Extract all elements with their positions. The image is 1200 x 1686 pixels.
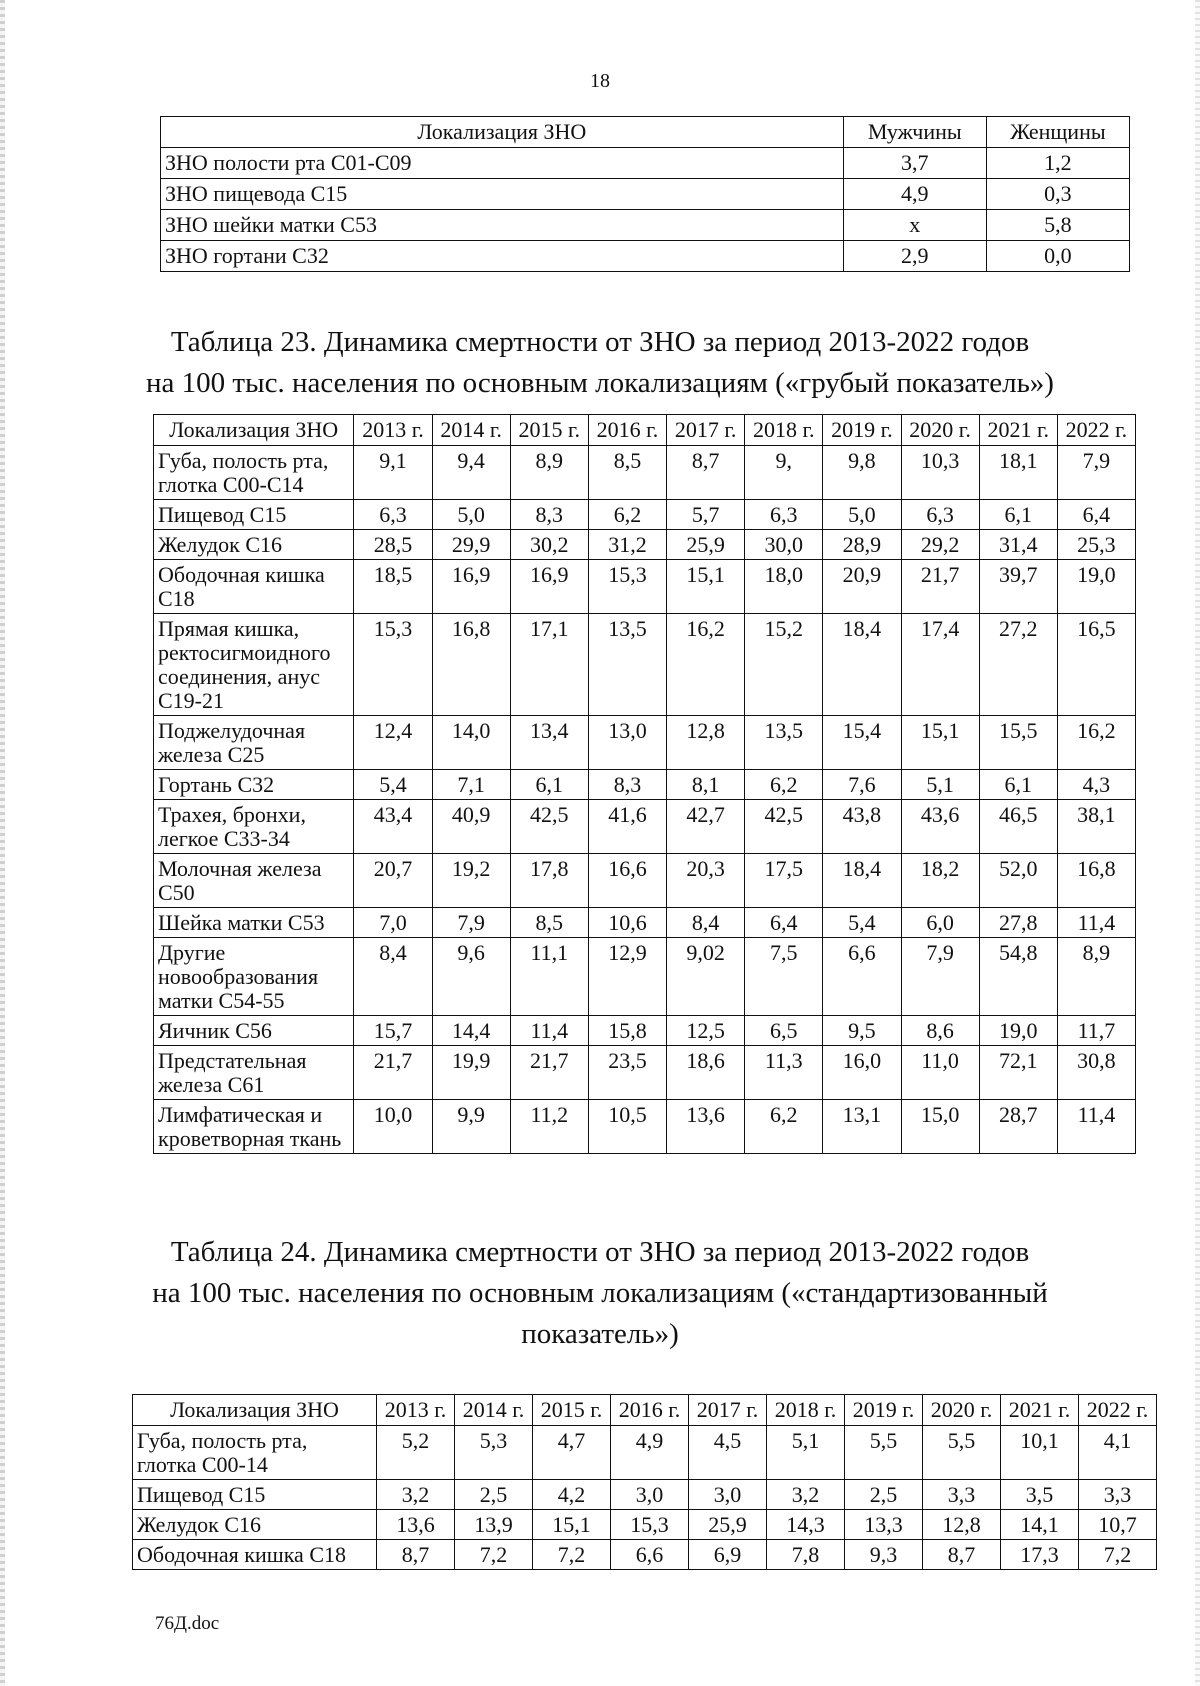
value-cell: 7,2 [1079,1540,1157,1570]
value-cell: 7,1 [432,770,510,800]
value-cell: 5,1 [901,770,979,800]
value-cell: 12,8 [923,1510,1001,1540]
row-label-cell: Гортань С32 [154,770,354,800]
table-prev [160,116,1130,272]
value-cell: 27,8 [979,908,1057,938]
table-row [133,1540,1157,1570]
header-cell: 2015 г. [533,1395,611,1426]
value-cell: 18,1 [979,446,1057,500]
value-cell: 6,4 [1057,500,1135,530]
value-cell: 28,7 [979,1100,1057,1154]
header-cell: Мужчины [843,117,986,148]
value-cell: 39,7 [979,560,1057,614]
value-cell: 9,1 [354,446,432,500]
value-cell: 21,7 [510,1046,588,1100]
table-row [154,500,1136,530]
value-cell: 4,3 [1057,770,1135,800]
value-cell: 13,5 [588,614,666,716]
value-cell: 15,5 [979,716,1057,770]
row-label-cell: Пищевод С15 [154,500,354,530]
value-cell: 2,5 [455,1480,533,1510]
table-row [154,908,1136,938]
value-cell: 3,0 [689,1480,767,1510]
row-label-cell: Прямая кишка, ректосигмоидного соединения, анус С19-21 [154,614,354,716]
value-cell: 8,4 [667,908,745,938]
value-cell: 4,5 [689,1426,767,1480]
value-cell: 5,7 [667,500,745,530]
row-label-cell: Губа, полость рта, глотка С00-14 [133,1426,377,1480]
value-cell: 13,3 [845,1510,923,1540]
value-cell: 17,3 [1001,1540,1079,1570]
value-cell: 18,4 [823,854,901,908]
table-header-row [133,1395,1157,1426]
value-cell: 21,7 [354,1046,432,1100]
value-cell: 13,6 [377,1510,455,1540]
caption-line: показатель») [521,1318,679,1350]
row-label-cell: Поджелудочная железа С25 [154,716,354,770]
header-cell: 2022 г. [1079,1395,1157,1426]
row-label-cell: Ободочная кишка С18 [133,1540,377,1570]
value-cell: 6,3 [901,500,979,530]
table-row [161,210,1130,241]
table-row [133,1480,1157,1510]
value-cell: 15,1 [533,1510,611,1540]
value-cell: 15,2 [745,614,823,716]
table-cell: 1,2 [986,148,1129,179]
value-cell: 12,4 [354,716,432,770]
header-cell: 2017 г. [667,415,745,446]
value-cell: 5,3 [455,1426,533,1480]
value-cell: 29,9 [432,530,510,560]
table-row [154,1016,1136,1046]
value-cell: 52,0 [979,854,1057,908]
value-cell: 12,5 [667,1016,745,1046]
footer-filename: 76Д.doc [155,1613,220,1634]
value-cell: 4,1 [1079,1426,1157,1480]
value-cell: 7,5 [745,938,823,1016]
value-cell: 16,8 [1057,854,1135,908]
table-row [154,1100,1136,1154]
value-cell: 6,2 [588,500,666,530]
value-cell: 8,9 [1057,938,1135,1016]
value-cell: 20,3 [667,854,745,908]
value-cell: 16,9 [510,560,588,614]
header-cell: 2021 г. [1001,1395,1079,1426]
value-cell: 54,8 [979,938,1057,1016]
value-cell: 12,8 [667,716,745,770]
value-cell: 8,6 [901,1016,979,1046]
value-cell: 14,1 [1001,1510,1079,1540]
value-cell: 5,0 [823,500,901,530]
value-cell: 30,8 [1057,1046,1135,1100]
table-row [161,179,1130,210]
value-cell: 6,2 [745,1100,823,1154]
caption-line: на 100 тыс. населения по основным локализациям («грубый показатель») [146,367,1054,399]
value-cell: 10,5 [588,1100,666,1154]
value-cell: 13,5 [745,716,823,770]
value-cell: 16,6 [588,854,666,908]
header-cell: 2020 г. [923,1395,1001,1426]
value-cell: 8,3 [510,500,588,530]
value-cell: 6,9 [689,1540,767,1570]
value-cell: 30,2 [510,530,588,560]
value-cell: 13,0 [588,716,666,770]
value-cell: 8,5 [510,908,588,938]
table-cell: ЗНО полости рта С01-С09 [161,148,844,179]
value-cell: 3,3 [1079,1480,1157,1510]
value-cell: 11,7 [1057,1016,1135,1046]
table-row [133,1426,1157,1480]
table-row [161,241,1130,272]
value-cell: 2,5 [845,1480,923,1510]
value-cell: 16,5 [1057,614,1135,716]
value-cell: 42,5 [510,800,588,854]
row-label-cell: Желудок С16 [154,530,354,560]
value-cell: 7,2 [533,1540,611,1570]
value-cell: 14,3 [767,1510,845,1540]
table-row [154,560,1136,614]
value-cell: 18,4 [823,614,901,716]
table-cell: ЗНО шейки матки С53 [161,210,844,241]
value-cell: 25,9 [667,530,745,560]
value-cell: 27,2 [979,614,1057,716]
value-cell: 11,0 [901,1046,979,1100]
header-cell: 2018 г. [767,1395,845,1426]
value-cell: 16,2 [667,614,745,716]
row-label-cell: Другие новообразования матки С54-55 [154,938,354,1016]
table-row [154,770,1136,800]
value-cell: 15,7 [354,1016,432,1046]
value-cell: 25,3 [1057,530,1135,560]
header-cell: 2016 г. [588,415,666,446]
value-cell: 38,1 [1057,800,1135,854]
value-cell: 17,1 [510,614,588,716]
header-cell: 2019 г. [845,1395,923,1426]
value-cell: 7,0 [354,908,432,938]
header-cell: 2017 г. [689,1395,767,1426]
value-cell: 10,0 [354,1100,432,1154]
value-cell: 3,5 [1001,1480,1079,1510]
header-cell: 2014 г. [455,1395,533,1426]
value-cell: 11,1 [510,938,588,1016]
value-cell: 6,4 [745,908,823,938]
scan-edge-left [0,0,5,1686]
value-cell: 10,3 [901,446,979,500]
table-23 [153,414,1136,1154]
value-cell: 10,7 [1079,1510,1157,1540]
table-cell: 5,8 [986,210,1129,241]
value-cell: 11,3 [745,1046,823,1100]
value-cell: 5,5 [845,1426,923,1480]
value-cell: 12,9 [588,938,666,1016]
table-row [154,614,1136,716]
value-cell: 16,9 [432,560,510,614]
value-cell: 10,6 [588,908,666,938]
value-cell: 8,4 [354,938,432,1016]
value-cell: 13,6 [667,1100,745,1154]
value-cell: 43,4 [354,800,432,854]
value-cell: 46,5 [979,800,1057,854]
value-cell: 9,6 [432,938,510,1016]
value-cell: 42,7 [667,800,745,854]
table-row [154,716,1136,770]
value-cell: 6,0 [901,908,979,938]
value-cell: 10,1 [1001,1426,1079,1480]
table-row [154,1046,1136,1100]
value-cell: 43,6 [901,800,979,854]
value-cell: 4,7 [533,1426,611,1480]
value-cell: 13,9 [455,1510,533,1540]
header-cell: 2014 г. [432,415,510,446]
value-cell: 9,5 [823,1016,901,1046]
value-cell: 3,0 [611,1480,689,1510]
value-cell: 28,9 [823,530,901,560]
value-cell: 5,5 [923,1426,1001,1480]
row-label-cell: Шейка матки С53 [154,908,354,938]
value-cell: 16,0 [823,1046,901,1100]
row-label-cell: Желудок С16 [133,1510,377,1540]
value-cell: 8,7 [667,446,745,500]
value-cell: 19,0 [979,1016,1057,1046]
value-cell: 31,4 [979,530,1057,560]
value-cell: 7,9 [1057,446,1135,500]
value-cell: 6,5 [745,1016,823,1046]
table-cell: 2,9 [843,241,986,272]
value-cell: 18,6 [667,1046,745,1100]
value-cell: 6,1 [979,500,1057,530]
row-label-cell: Лимфатическая и кроветворная ткань [154,1100,354,1154]
table24-caption [0,1232,1200,1355]
table-cell: 0,3 [986,179,1129,210]
value-cell: 15,3 [354,614,432,716]
value-cell: 41,6 [588,800,666,854]
header-cell: 2020 г. [901,415,979,446]
value-cell: 8,7 [923,1540,1001,1570]
table-cell: ЗНО гортани С32 [161,241,844,272]
value-cell: 20,9 [823,560,901,614]
row-label-cell: Молочная железа С50 [154,854,354,908]
value-cell: 9,4 [432,446,510,500]
page-number: 18 [590,70,610,92]
value-cell: 8,9 [510,446,588,500]
value-cell: 19,9 [432,1046,510,1100]
header-cell: 2021 г. [979,415,1057,446]
table-cell: 3,7 [843,148,986,179]
value-cell: 6,1 [979,770,1057,800]
value-cell: 6,6 [611,1540,689,1570]
value-cell: 72,1 [979,1046,1057,1100]
value-cell: 4,2 [533,1480,611,1510]
value-cell: 43,8 [823,800,901,854]
value-cell: 16,8 [432,614,510,716]
value-cell: 9,3 [845,1540,923,1570]
value-cell: 3,2 [377,1480,455,1510]
value-cell: 18,0 [745,560,823,614]
value-cell: 8,7 [377,1540,455,1570]
value-cell: 9,9 [432,1100,510,1154]
value-cell: 7,9 [901,938,979,1016]
value-cell: 15,1 [901,716,979,770]
value-cell: 17,8 [510,854,588,908]
table23-caption [0,322,1200,404]
table-row [133,1510,1157,1540]
value-cell: 3,2 [767,1480,845,1510]
row-label-cell: Ободочная кишка С18 [154,560,354,614]
value-cell: 4,9 [611,1426,689,1480]
header-cell: 2015 г. [510,415,588,446]
value-cell: 28,5 [354,530,432,560]
value-cell: 7,8 [767,1540,845,1570]
header-cell: Локализация ЗНО [161,117,844,148]
value-cell: 19,2 [432,854,510,908]
value-cell: 17,5 [745,854,823,908]
value-cell: 15,3 [611,1510,689,1540]
value-cell: 18,2 [901,854,979,908]
table-cell: 4,9 [843,179,986,210]
value-cell: 5,4 [823,908,901,938]
header-cell: 2018 г. [745,415,823,446]
row-label-cell: Губа, полость рта, глотка С00-С14 [154,446,354,500]
value-cell: 19,0 [1057,560,1135,614]
value-cell: 30,0 [745,530,823,560]
table-row [154,938,1136,1016]
value-cell: 14,4 [432,1016,510,1046]
value-cell: 5,2 [377,1426,455,1480]
value-cell: 7,9 [432,908,510,938]
row-label-cell: Трахея, бронхи, легкое С33-34 [154,800,354,854]
table-row [154,530,1136,560]
table-header-row [154,415,1136,446]
header-cell: 2013 г. [377,1395,455,1426]
header-cell: Женщины [986,117,1129,148]
value-cell: 11,4 [1057,908,1135,938]
header-cell: 2019 г. [823,415,901,446]
value-cell: 42,5 [745,800,823,854]
table-cell: ЗНО пищевода С15 [161,179,844,210]
value-cell: 15,3 [588,560,666,614]
value-cell: 17,4 [901,614,979,716]
table-cell: 0,0 [986,241,1129,272]
row-label-cell: Пищевод С15 [133,1480,377,1510]
scan-edge-right [1195,0,1200,1686]
header-cell: 2013 г. [354,415,432,446]
value-cell: 5,1 [767,1426,845,1480]
value-cell: 16,2 [1057,716,1135,770]
value-cell: 15,0 [901,1100,979,1154]
value-cell: 9,02 [667,938,745,1016]
value-cell: 18,5 [354,560,432,614]
table-cell: х [843,210,986,241]
value-cell: 7,6 [823,770,901,800]
value-cell: 5,0 [432,500,510,530]
value-cell: 8,5 [588,446,666,500]
value-cell: 9,8 [823,446,901,500]
header-cell: 2022 г. [1057,415,1135,446]
value-cell: 6,1 [510,770,588,800]
header-cell: 2016 г. [611,1395,689,1426]
caption-line: Таблица 24. Динамика смертности от ЗНО за период 2013-2022 годов [170,1236,1030,1268]
table-row [154,800,1136,854]
row-label-cell: Яичник С56 [154,1016,354,1046]
value-cell: 20,7 [354,854,432,908]
caption-line: на 100 тыс. населения по основным локализациям («стандартизованный [152,1277,1048,1309]
value-cell: 21,7 [901,560,979,614]
value-cell: 8,3 [588,770,666,800]
value-cell: 23,5 [588,1046,666,1100]
value-cell: 8,1 [667,770,745,800]
value-cell: 6,3 [745,500,823,530]
value-cell: 11,2 [510,1100,588,1154]
table-row [161,148,1130,179]
value-cell: 15,1 [667,560,745,614]
caption-line: Таблица 23. Динамика смертности от ЗНО за период 2013-2022 годов [170,326,1030,358]
header-cell: Локализация ЗНО [154,415,354,446]
value-cell: 7,2 [455,1540,533,1570]
header-cell: Локализация ЗНО [133,1395,377,1426]
value-cell: 3,3 [923,1480,1001,1510]
value-cell: 40,9 [432,800,510,854]
value-cell: 6,3 [354,500,432,530]
value-cell: 13,4 [510,716,588,770]
value-cell: 13,1 [823,1100,901,1154]
value-cell: 29,2 [901,530,979,560]
row-label-cell: Предстательная железа С61 [154,1046,354,1100]
value-cell: 6,6 [823,938,901,1016]
table-row [154,446,1136,500]
value-cell: 15,4 [823,716,901,770]
value-cell: 6,2 [745,770,823,800]
table-header-row [161,117,1130,148]
value-cell: 25,9 [689,1510,767,1540]
table-row [154,854,1136,908]
table-24 [132,1394,1157,1570]
value-cell: 5,4 [354,770,432,800]
value-cell: 31,2 [588,530,666,560]
value-cell: 9, [745,446,823,500]
value-cell: 11,4 [510,1016,588,1046]
value-cell: 14,0 [432,716,510,770]
value-cell: 11,4 [1057,1100,1135,1154]
value-cell: 15,8 [588,1016,666,1046]
